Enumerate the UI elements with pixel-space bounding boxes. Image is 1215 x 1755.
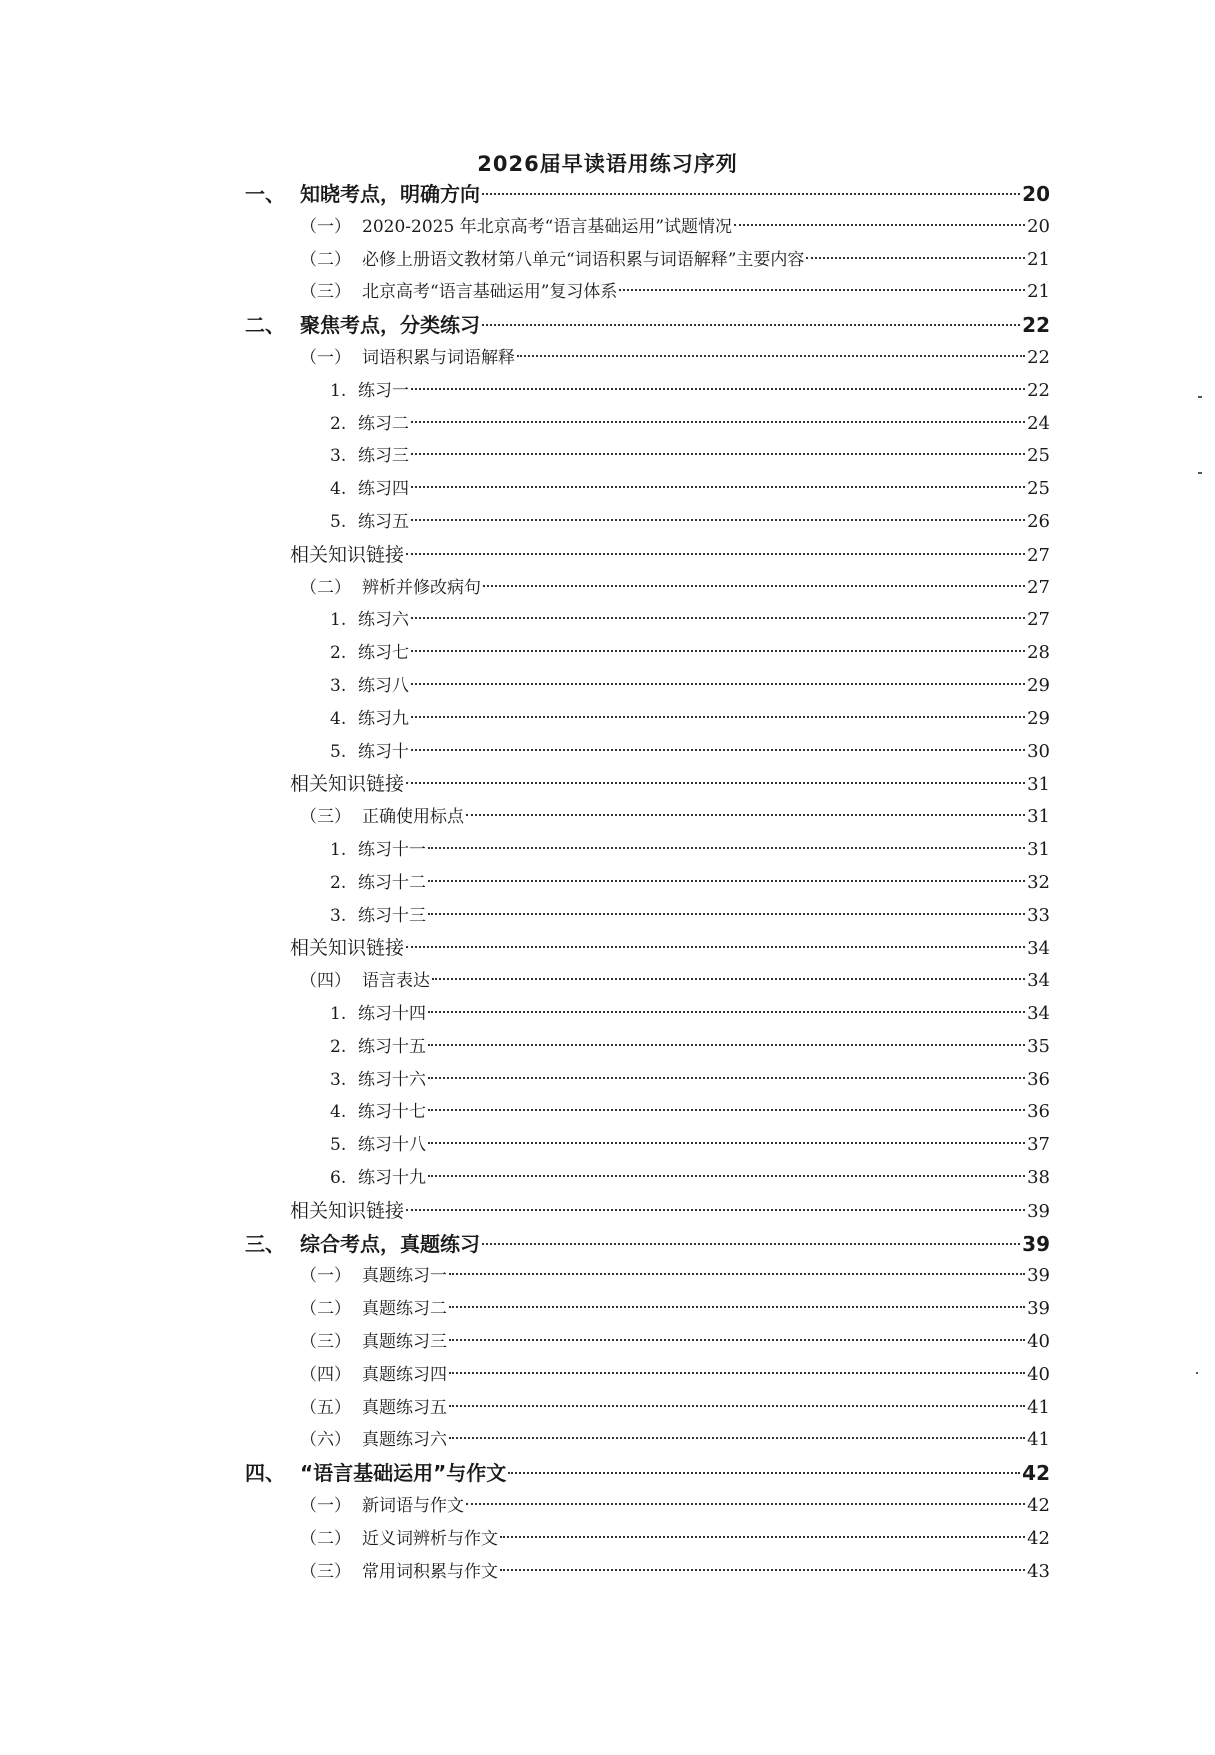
toc-entry-page-number: 43 xyxy=(1027,1561,1050,1582)
toc-entry-number: 二、 xyxy=(245,313,285,337)
toc-entry-number: 1. xyxy=(330,840,347,860)
toc-entry-number: 3. xyxy=(330,906,347,926)
dot-leader xyxy=(449,1273,1025,1275)
toc-entry-label: 练习十 xyxy=(358,742,409,762)
toc-entry-label: 相关知识链接 xyxy=(290,937,405,959)
toc-entry xyxy=(300,1523,1050,1555)
dot-leader xyxy=(449,1339,1025,1341)
toc-entry-label: 练习八 xyxy=(358,676,409,696)
toc-entry-page-number: 29 xyxy=(1027,708,1050,729)
toc-entry-number: （二） xyxy=(300,1299,351,1319)
toc-entry xyxy=(330,506,1050,538)
toc-entry-label: 练习十二 xyxy=(358,873,426,893)
toc-entry-number: （三） xyxy=(300,807,351,827)
toc-entry xyxy=(290,539,1050,571)
toc-entry-number: 4. xyxy=(330,479,347,499)
dot-leader xyxy=(428,1175,1025,1177)
toc-entry-number: 3. xyxy=(330,446,347,466)
toc-entry xyxy=(330,867,1050,899)
toc-entry-page-number: 42 xyxy=(1027,1495,1050,1516)
toc-entry xyxy=(245,1457,1050,1489)
toc-entry-number: （六） xyxy=(300,1430,351,1450)
dot-leader xyxy=(466,1503,1025,1505)
toc-entry-label: 综合考点，真题练习 xyxy=(300,1232,480,1256)
dot-leader xyxy=(428,913,1025,915)
toc-entry-label: 辨析并修改病句 xyxy=(362,578,481,598)
toc-entry-label: 练习七 xyxy=(358,643,409,663)
scan-mark xyxy=(1196,1372,1198,1374)
dot-leader xyxy=(449,1405,1025,1407)
toc-entry-number: 3. xyxy=(330,1070,347,1090)
toc-entry-page-number: 35 xyxy=(1027,1036,1050,1057)
toc-entry-label: 练习二 xyxy=(358,414,409,434)
toc-entry-page-number: 28 xyxy=(1027,642,1050,663)
dot-leader xyxy=(411,749,1025,751)
toc-entry xyxy=(300,1260,1050,1292)
toc-entry-page-number: 30 xyxy=(1027,741,1050,762)
toc-entry xyxy=(300,1392,1050,1424)
toc-entry-number: （一） xyxy=(300,1496,351,1516)
dot-leader xyxy=(406,782,1025,784)
toc-entry-label: 练习三 xyxy=(358,446,409,466)
toc-entry-page-number: 42 xyxy=(1022,1461,1050,1485)
toc-entry-page-number: 26 xyxy=(1027,511,1050,532)
toc-entry-number: 四、 xyxy=(245,1461,285,1485)
toc-entry-page-number: 31 xyxy=(1027,839,1050,860)
toc-entry-number: （四） xyxy=(300,971,351,991)
toc-entry xyxy=(290,768,1050,800)
toc-entry-number: 1. xyxy=(330,610,347,630)
toc-entry-number: 3. xyxy=(330,676,347,696)
toc-entry-page-number: 37 xyxy=(1027,1134,1050,1155)
dot-leader xyxy=(428,1077,1025,1079)
dot-leader xyxy=(428,1044,1025,1046)
toc-entry xyxy=(290,1195,1050,1227)
toc-entry-number: （三） xyxy=(300,1562,351,1582)
dot-leader xyxy=(411,421,1025,423)
toc-entry xyxy=(330,900,1050,932)
toc-entry-page-number: 21 xyxy=(1027,249,1050,270)
dot-leader xyxy=(482,193,1020,195)
toc-entry-number: （三） xyxy=(300,1332,351,1352)
toc-entry-page-number: 27 xyxy=(1027,609,1050,630)
toc-entry-label: “语言基础运用”与作文 xyxy=(300,1461,507,1485)
toc-entry-label: 练习十三 xyxy=(358,906,426,926)
toc-entry-number: （二） xyxy=(300,578,351,598)
toc-entry-page-number: 40 xyxy=(1027,1364,1050,1385)
dot-leader xyxy=(500,1536,1025,1538)
dot-leader xyxy=(406,946,1025,948)
dot-leader xyxy=(411,617,1025,619)
toc-entry-page-number: 20 xyxy=(1027,216,1050,237)
toc-entry xyxy=(300,1326,1050,1358)
toc-entry xyxy=(330,1064,1050,1096)
toc-entry xyxy=(330,670,1050,702)
dot-leader xyxy=(428,1011,1025,1013)
scan-mark xyxy=(1198,396,1202,398)
toc-entry-number: 三、 xyxy=(245,1232,285,1256)
toc-entry-label: 北京高考“语言基础运用”复习体系 xyxy=(362,282,618,302)
toc-entry-number: 2. xyxy=(330,1037,347,1057)
toc-entry-page-number: 42 xyxy=(1027,1528,1050,1549)
toc-entry xyxy=(300,1490,1050,1522)
dot-leader xyxy=(806,257,1025,259)
toc-entry-number: （二） xyxy=(300,250,351,270)
dot-leader xyxy=(449,1372,1025,1374)
toc-entry xyxy=(300,342,1050,374)
dot-leader xyxy=(406,1209,1025,1211)
toc-entry-page-number: 34 xyxy=(1027,970,1050,991)
dot-leader xyxy=(406,553,1025,555)
toc-entry-label: 练习五 xyxy=(358,512,409,532)
toc-entry xyxy=(245,309,1050,341)
toc-entry-label: 真题练习二 xyxy=(362,1299,447,1319)
dot-leader xyxy=(482,1243,1020,1245)
toc-entry-label: 相关知识链接 xyxy=(290,1200,405,1222)
toc-entry-label: 练习十九 xyxy=(358,1168,426,1188)
toc-entry-number: （五） xyxy=(300,1398,351,1418)
dot-leader xyxy=(428,847,1025,849)
toc-entry xyxy=(330,998,1050,1030)
toc-entry xyxy=(300,244,1050,276)
dot-leader xyxy=(411,716,1025,718)
toc-entry xyxy=(330,736,1050,768)
toc-entry-number: 6. xyxy=(330,1168,347,1188)
toc-entry-number: 2. xyxy=(330,873,347,893)
dot-leader xyxy=(428,1142,1025,1144)
toc-entry-page-number: 27 xyxy=(1027,545,1050,566)
toc-entry-number: （一） xyxy=(300,217,351,237)
toc-entry-label: 练习一 xyxy=(358,381,409,401)
toc-entry-label: 聚焦考点，分类练习 xyxy=(300,313,480,337)
toc-entry-number: （三） xyxy=(300,282,351,302)
toc-entry-page-number: 27 xyxy=(1027,577,1050,598)
toc-entry-page-number: 32 xyxy=(1027,872,1050,893)
dot-leader xyxy=(411,683,1025,685)
toc-entry xyxy=(245,178,1050,210)
toc-entry-page-number: 39 xyxy=(1027,1265,1050,1286)
dot-leader xyxy=(428,880,1025,882)
dot-leader xyxy=(466,814,1025,816)
toc-entry-label: 相关知识链接 xyxy=(290,773,405,795)
toc-entry-label: 新词语与作文 xyxy=(362,1496,464,1516)
toc-entry-page-number: 34 xyxy=(1027,1003,1050,1024)
dot-leader xyxy=(734,224,1025,226)
toc-entry-label: 练习十四 xyxy=(358,1004,426,1024)
toc-entry-label: 必修上册语文教材第八单元“词语积累与词语解释”主要内容 xyxy=(362,250,805,270)
toc-entry-page-number: 33 xyxy=(1027,905,1050,926)
toc-entry-label: 语言表达 xyxy=(362,971,430,991)
toc-entry xyxy=(300,276,1050,308)
toc-entry xyxy=(330,473,1050,505)
toc-entry-number: 4. xyxy=(330,709,347,729)
dot-leader xyxy=(517,355,1025,357)
toc-entry xyxy=(330,440,1050,472)
toc-entry-number: 5. xyxy=(330,512,347,532)
dot-leader xyxy=(483,585,1025,587)
scan-mark xyxy=(1198,472,1202,474)
toc-entry-number: 1. xyxy=(330,1004,347,1024)
toc-entry xyxy=(330,1129,1050,1161)
dot-leader xyxy=(428,1109,1025,1111)
toc-entry-number: （二） xyxy=(300,1529,351,1549)
toc-entry xyxy=(290,932,1050,964)
toc-entry-page-number: 39 xyxy=(1027,1298,1050,1319)
toc-entry-page-number: 41 xyxy=(1027,1397,1050,1418)
toc-entry-number: 4. xyxy=(330,1102,347,1122)
toc-entry-page-number: 41 xyxy=(1027,1429,1050,1450)
toc-entry-label: 练习十六 xyxy=(358,1070,426,1090)
toc-entry-label: 练习十七 xyxy=(358,1102,426,1122)
toc-entry-page-number: 22 xyxy=(1022,313,1050,337)
toc-entry-page-number: 31 xyxy=(1027,774,1050,795)
toc-entry-label: 真题练习三 xyxy=(362,1332,447,1352)
toc-entry xyxy=(245,1228,1050,1260)
dot-leader xyxy=(482,324,1020,326)
toc-entry-number: 一、 xyxy=(245,182,285,206)
dot-leader xyxy=(500,1569,1025,1571)
toc-entry-page-number: 36 xyxy=(1027,1101,1050,1122)
toc-entry-page-number: 29 xyxy=(1027,675,1050,696)
toc-entry-number: 1. xyxy=(330,381,347,401)
toc-entry-page-number: 36 xyxy=(1027,1069,1050,1090)
toc-entry-page-number: 31 xyxy=(1027,806,1050,827)
toc-entry xyxy=(330,604,1050,636)
toc-entry xyxy=(330,1031,1050,1063)
toc-entry xyxy=(330,703,1050,735)
toc-entry xyxy=(330,1162,1050,1194)
toc-entry-page-number: 38 xyxy=(1027,1167,1050,1188)
toc-entry-label: 真题练习四 xyxy=(362,1365,447,1385)
toc-entry-page-number: 25 xyxy=(1027,445,1050,466)
toc-entry-label: 练习十八 xyxy=(358,1135,426,1155)
toc-entry-page-number: 21 xyxy=(1027,281,1050,302)
toc-entry-number: （四） xyxy=(300,1365,351,1385)
toc-entry-label: 练习六 xyxy=(358,610,409,630)
toc-entry-label: 相关知识链接 xyxy=(290,544,405,566)
toc-entry-number: （一） xyxy=(300,348,351,368)
dot-leader xyxy=(411,519,1025,521)
toc-entry xyxy=(300,1556,1050,1588)
document-title: 2026届早读语用练习序列 xyxy=(477,152,738,176)
dot-leader xyxy=(619,289,1025,291)
toc-entry xyxy=(300,1424,1050,1456)
toc-entry-label: 正确使用标点 xyxy=(362,807,464,827)
dot-leader xyxy=(449,1437,1025,1439)
toc-entry-label: 练习十一 xyxy=(358,840,426,860)
toc-entry-label: 真题练习一 xyxy=(362,1266,447,1286)
toc-entry-label: 常用词积累与作文 xyxy=(362,1562,498,1582)
toc-entry-page-number: 25 xyxy=(1027,478,1050,499)
dot-leader xyxy=(411,486,1025,488)
dot-leader xyxy=(449,1306,1025,1308)
toc-entry-label: 词语积累与词语解释 xyxy=(362,348,515,368)
toc-entry-number: 2. xyxy=(330,643,347,663)
toc-entry xyxy=(300,1293,1050,1325)
toc-entry-label: 真题练习六 xyxy=(362,1430,447,1450)
toc-entry-number: 5. xyxy=(330,1135,347,1155)
toc-entry-label: 知晓考点，明确方向 xyxy=(300,182,480,206)
toc-entry-page-number: 20 xyxy=(1022,182,1050,206)
toc-entry-page-number: 39 xyxy=(1022,1232,1050,1256)
dot-leader xyxy=(508,1472,1020,1474)
toc-entry xyxy=(330,408,1050,440)
toc-entry xyxy=(300,572,1050,604)
toc-entry-number: 2. xyxy=(330,414,347,434)
toc-entry-label: 练习九 xyxy=(358,709,409,729)
toc-entry-label: 2020-2025 年北京高考“语言基础运用”试题情况 xyxy=(362,217,733,237)
toc-entry xyxy=(300,965,1050,997)
toc-entry-label: 练习十五 xyxy=(358,1037,426,1057)
toc-entry-page-number: 34 xyxy=(1027,938,1050,959)
toc-entry-page-number: 39 xyxy=(1027,1201,1050,1222)
toc-entry xyxy=(330,637,1050,669)
toc-entry xyxy=(330,834,1050,866)
toc-entry-label: 练习四 xyxy=(358,479,409,499)
toc-entry xyxy=(300,801,1050,833)
toc-entry-page-number: 22 xyxy=(1027,380,1050,401)
toc-entry-page-number: 24 xyxy=(1027,413,1050,434)
toc-entry xyxy=(300,1359,1050,1391)
toc-entry-page-number: 40 xyxy=(1027,1331,1050,1352)
toc-entry-number: 5. xyxy=(330,742,347,762)
toc-entry-page-number: 22 xyxy=(1027,347,1050,368)
toc-entry xyxy=(330,375,1050,407)
dot-leader xyxy=(411,453,1025,455)
dot-leader xyxy=(411,388,1025,390)
toc-entry xyxy=(330,1096,1050,1128)
toc-entry-number: （一） xyxy=(300,1266,351,1286)
toc-entry xyxy=(300,211,1050,243)
dot-leader xyxy=(432,978,1025,980)
dot-leader xyxy=(411,650,1025,652)
toc-entry-label: 真题练习五 xyxy=(362,1398,447,1418)
toc-entry-label: 近义词辨析与作文 xyxy=(362,1529,498,1549)
